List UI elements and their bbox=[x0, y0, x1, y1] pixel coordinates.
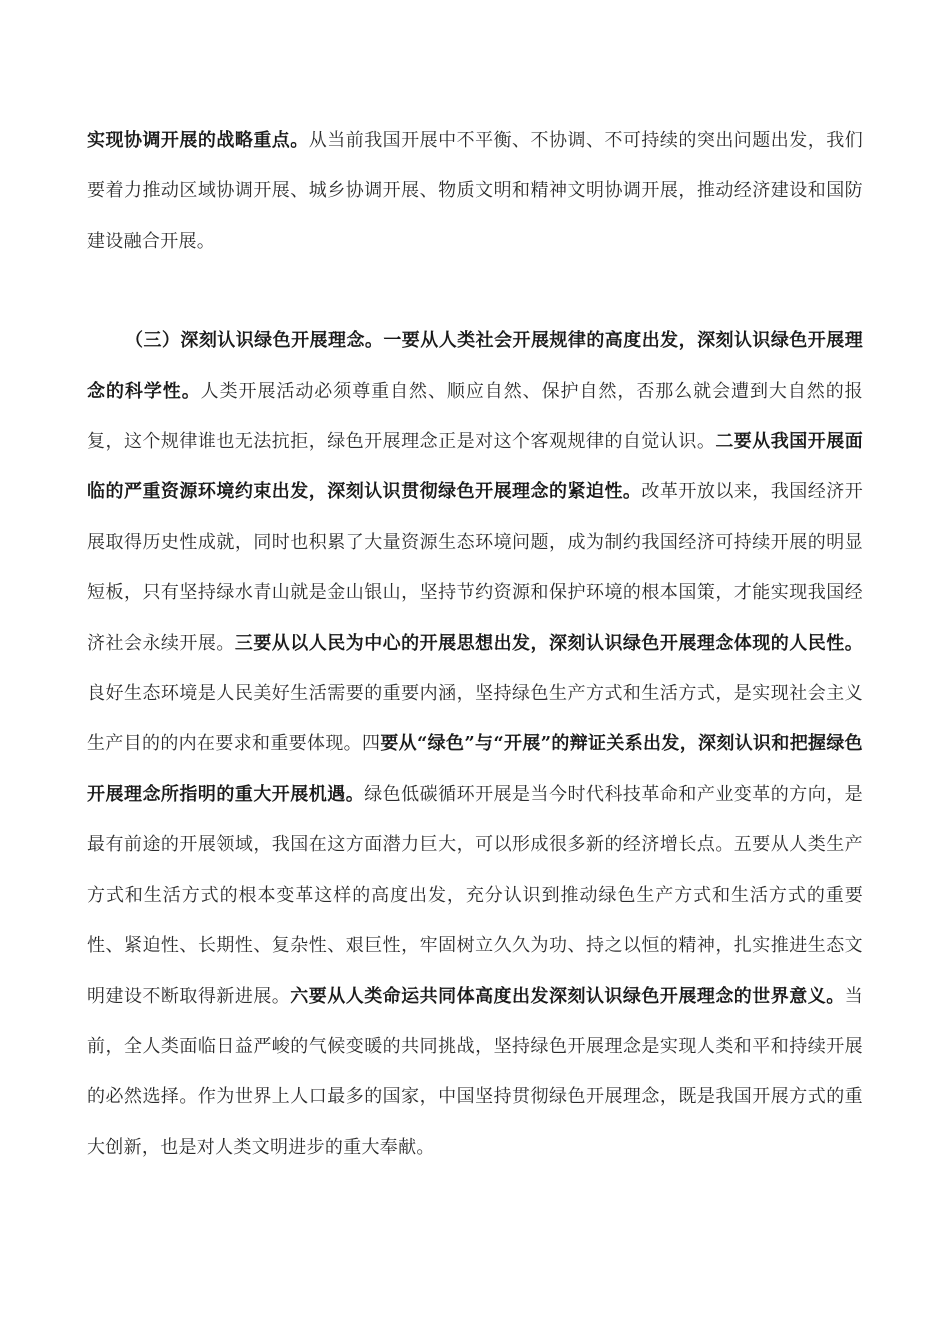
document-body bbox=[87, 116, 863, 1173]
body-text-segment: 绿色低碳循环开展是当今时代科技革命和产业变革的方向，是最有前途的开展领域，我国在这方面潜力巨大，可以形成很多新的经济增长点。五要从人类生产方式和生活方式的根本变革这样的高度出发，充分认识到推动绿色生产方式和生活方式的重要性、紧迫性、长期性、复杂性、艰巨性，牢固树立久久为功、持之以恒的精神，扎实推进生态文明建设不断取得新进展。 bbox=[87, 783, 863, 1007]
bold-heading-segment: 三要从以人民为中心的开展思想出发，深刻认识绿色开展理念体现的人民性。 bbox=[234, 632, 863, 654]
bold-heading-segment: 六要从人类命运共同体高度出发深刻认识绿色开展理念的世界意义。 bbox=[290, 985, 845, 1007]
bold-heading-segment: 实现协调开展的战略重点。 bbox=[87, 130, 309, 151]
bold-heading-segment: 要从“绿色”与“开展”的辩证关系出发，深刻认识和把握绿色开展理念所指明的重大开展机遇。 bbox=[87, 733, 863, 805]
bold-heading-segment: （三）深刻认识绿色开展理念。一要从人类社会开展规律的高度出发，深刻认识绿色开展理念的科学性。 bbox=[87, 330, 863, 402]
paragraph-green-development bbox=[87, 316, 863, 1173]
body-text-segment: 人类开展活动必须尊重自然、顺应自然、保护自然，否那么就会遭到大自然的报复，这个规律谁也无法抗拒，绿色开展理念正是对这个客观规律的自觉认识。 bbox=[87, 380, 863, 453]
body-text-segment: 当前，全人类面临日益严峻的气候变暖的共同挑战，坚持绿色开展理念是实现人类和平和持续开展的必然选择。作为世界上人口最多的国家，中国坚持贯彻绿色开展理念，既是我国开展方式的重大创新，也是对人类文明进步的重大奉献。 bbox=[87, 985, 863, 1158]
bold-heading-segment: 二要从我国开展面临的严重资源环境约束出发，深刻认识贯彻绿色开展理念的紧迫性。 bbox=[87, 431, 863, 503]
body-text-segment: 从当前我国开展中不平衡、不协调、不可持续的突出问题出发，我们要着力推动区域协调开展、城乡协调开展、物质文明和精神文明协调开展，推动经济建设和国防建设融合开展。 bbox=[87, 130, 863, 252]
body-text-segment: 改革开放以来，我国经济开展取得历史性成就，同时也积累了大量资源生态环境问题，成为制约我国经济可持续开展的明显短板，只有坚持绿水青山就是金山银山，坚持节约资源和保护环境的根本国策，才能实现我国经济社会永续开展。 bbox=[87, 481, 863, 654]
body-text-segment: 良好生态环境是人民美好生活需要的重要内涵，坚持绿色生产方式和生活方式，是实现社会主义生产目的的内在要求和重要体现。四 bbox=[87, 683, 863, 755]
paragraph-coordinated-development bbox=[87, 116, 863, 267]
